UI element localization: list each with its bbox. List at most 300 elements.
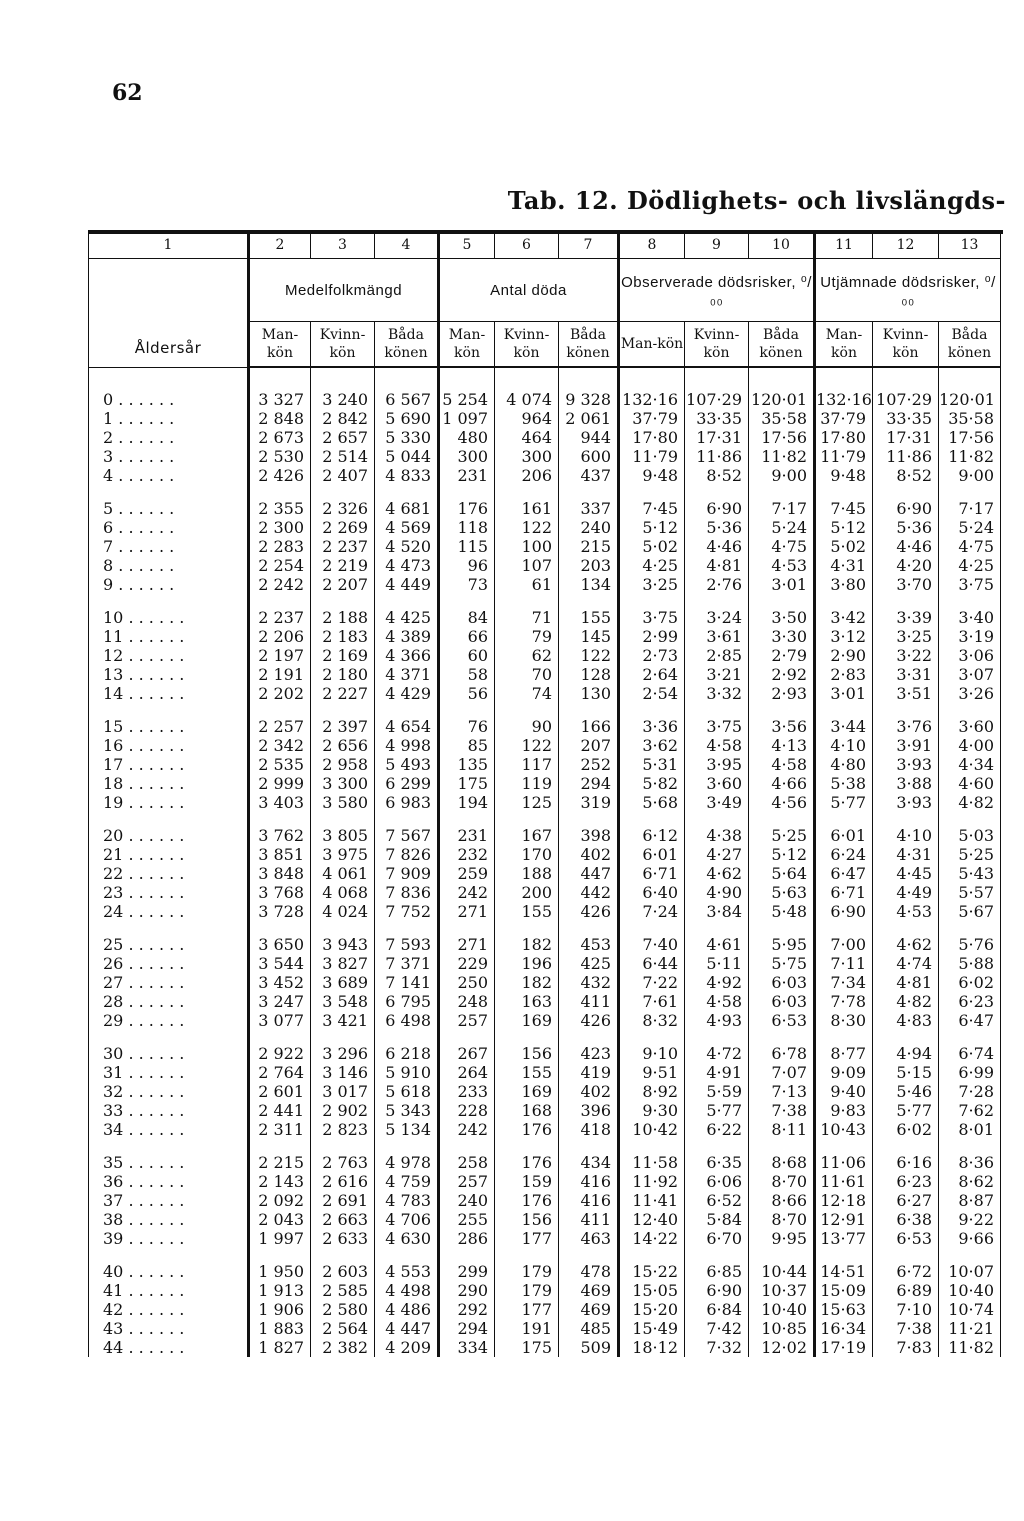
value-cell: 600 <box>559 447 619 466</box>
value-cell: 17·19 <box>815 1338 873 1357</box>
value-cell: 4·56 <box>749 793 815 812</box>
age-cell: 15 . . . . . . <box>89 717 249 736</box>
value-cell: 9 328 <box>559 390 619 409</box>
value-cell: 17·31 <box>873 428 939 447</box>
value-cell: 74 <box>495 684 559 703</box>
value-cell: 7·28 <box>939 1082 1001 1101</box>
value-cell: 156 <box>495 1044 559 1063</box>
value-cell: 232 <box>439 845 495 864</box>
value-cell: 4·45 <box>873 864 939 883</box>
value-cell: 6·71 <box>619 864 685 883</box>
value-cell: 4 389 <box>375 627 439 646</box>
value-cell: 250 <box>439 973 495 992</box>
value-cell: 215 <box>559 537 619 556</box>
table-row <box>89 845 1001 864</box>
value-cell: 437 <box>559 466 619 485</box>
value-cell: 402 <box>559 1082 619 1101</box>
value-cell: 7·78 <box>815 992 873 1011</box>
value-cell: 18·12 <box>619 1338 685 1357</box>
table-row <box>89 390 1001 409</box>
row-spacer <box>89 594 1001 608</box>
value-cell: 9·48 <box>619 466 685 485</box>
value-cell: 2 633 <box>311 1229 375 1248</box>
value-cell: 7·62 <box>939 1101 1001 1120</box>
value-cell: 3 975 <box>311 845 375 864</box>
value-cell: 5·02 <box>619 537 685 556</box>
value-cell: 3·19 <box>939 627 1001 646</box>
value-cell: 4 520 <box>375 537 439 556</box>
value-cell: 480 <box>439 428 495 447</box>
value-cell: 3·44 <box>815 717 873 736</box>
value-cell: 3·70 <box>873 575 939 594</box>
value-cell: 6·24 <box>815 845 873 864</box>
value-cell: 259 <box>439 864 495 883</box>
age-cell: 31 . . . . . . <box>89 1063 249 1082</box>
value-cell: 2 585 <box>311 1281 375 1300</box>
value-cell: 453 <box>559 935 619 954</box>
value-cell: 155 <box>495 1063 559 1082</box>
value-cell: 58 <box>439 665 495 684</box>
value-cell: 8·36 <box>939 1153 1001 1172</box>
value-cell: 5·24 <box>939 518 1001 537</box>
value-cell: 4·92 <box>685 973 749 992</box>
subheader-women: Kvinn-kön <box>311 322 375 368</box>
age-header: Åldersår <box>89 259 249 368</box>
value-cell: 2 061 <box>559 409 619 428</box>
value-cell: 4·00 <box>939 736 1001 755</box>
value-cell: 5·64 <box>749 864 815 883</box>
value-cell: 233 <box>439 1082 495 1101</box>
value-cell: 169 <box>495 1082 559 1101</box>
value-cell: 11·92 <box>619 1172 685 1191</box>
value-cell: 4 371 <box>375 665 439 684</box>
value-cell: 5·15 <box>873 1063 939 1082</box>
value-cell: 16·34 <box>815 1319 873 1338</box>
value-cell: 4 654 <box>375 717 439 736</box>
row-spacer <box>89 367 1001 390</box>
value-cell: 6·23 <box>939 992 1001 1011</box>
value-cell: 5 254 <box>439 390 495 409</box>
table-row <box>89 1262 1001 1281</box>
value-cell: 6·85 <box>685 1262 749 1281</box>
value-cell: 4 473 <box>375 556 439 575</box>
value-cell: 2 202 <box>249 684 311 703</box>
value-cell: 3·61 <box>685 627 749 646</box>
value-cell: 7 909 <box>375 864 439 883</box>
age-cell: 25 . . . . . . <box>89 935 249 954</box>
value-cell: 4 681 <box>375 499 439 518</box>
value-cell: 5·67 <box>939 902 1001 921</box>
value-cell: 3·91 <box>873 736 939 755</box>
value-cell: 7·45 <box>619 499 685 518</box>
value-cell: 4·49 <box>873 883 939 902</box>
age-cell: 42 . . . . . . <box>89 1300 249 1319</box>
value-cell: 3 848 <box>249 864 311 883</box>
value-cell: 240 <box>439 1191 495 1210</box>
column-number: 6 <box>495 232 559 259</box>
value-cell: 96 <box>439 556 495 575</box>
value-cell: 426 <box>559 902 619 921</box>
value-cell: 7·40 <box>619 935 685 954</box>
value-cell: 8·68 <box>749 1153 815 1172</box>
value-cell: 2 092 <box>249 1191 311 1210</box>
value-cell: 6·01 <box>815 826 873 845</box>
value-cell: 4·25 <box>619 556 685 575</box>
value-cell: 4 449 <box>375 575 439 594</box>
value-cell: 5·12 <box>815 518 873 537</box>
subheader-women: Kvinn-kön <box>685 322 749 368</box>
age-cell: 13 . . . . . . <box>89 665 249 684</box>
value-cell: 4·80 <box>815 755 873 774</box>
value-cell: 66 <box>439 627 495 646</box>
value-cell: 6·53 <box>749 1011 815 1030</box>
value-cell: 5 910 <box>375 1063 439 1082</box>
value-cell: 242 <box>439 883 495 902</box>
value-cell: 2 043 <box>249 1210 311 1229</box>
value-cell: 3·06 <box>939 646 1001 665</box>
value-cell: 4 486 <box>375 1300 439 1319</box>
value-cell: 2 441 <box>249 1101 311 1120</box>
value-cell: 290 <box>439 1281 495 1300</box>
value-cell: 286 <box>439 1229 495 1248</box>
value-cell: 337 <box>559 499 619 518</box>
column-number: 13 <box>939 232 1001 259</box>
value-cell: 4 429 <box>375 684 439 703</box>
value-cell: 6·01 <box>619 845 685 864</box>
value-cell: 11·79 <box>619 447 685 466</box>
value-cell: 5·76 <box>939 935 1001 954</box>
value-cell: 167 <box>495 826 559 845</box>
value-cell: 9·40 <box>815 1082 873 1101</box>
value-cell: 3 240 <box>311 390 375 409</box>
table-row <box>89 1101 1001 1120</box>
table-row <box>89 646 1001 665</box>
age-cell: 35 . . . . . . <box>89 1153 249 1172</box>
table-row <box>89 793 1001 812</box>
value-cell: 4·46 <box>873 537 939 556</box>
value-cell: 17·56 <box>749 428 815 447</box>
value-cell: 2·54 <box>619 684 685 703</box>
value-cell: 4·82 <box>939 793 1001 812</box>
value-cell: 145 <box>559 627 619 646</box>
value-cell: 5·02 <box>815 537 873 556</box>
value-cell: 200 <box>495 883 559 902</box>
value-cell: 4·60 <box>939 774 1001 793</box>
value-cell: 6·16 <box>873 1153 939 1172</box>
table-row <box>89 954 1001 973</box>
value-cell: 411 <box>559 992 619 1011</box>
value-cell: 7 593 <box>375 935 439 954</box>
value-cell: 33·35 <box>873 409 939 428</box>
value-cell: 2 237 <box>311 537 375 556</box>
value-cell: 6·90 <box>815 902 873 921</box>
value-cell: 1 827 <box>249 1338 311 1357</box>
value-cell: 175 <box>495 1338 559 1357</box>
value-cell: 9·66 <box>939 1229 1001 1248</box>
value-cell: 9·09 <box>815 1063 873 1082</box>
value-cell: 3 580 <box>311 793 375 812</box>
value-cell: 2·79 <box>749 646 815 665</box>
value-cell: 8·11 <box>749 1120 815 1139</box>
value-cell: 132·16 <box>816 390 872 409</box>
value-cell: 231 <box>439 826 495 845</box>
value-cell: 6 218 <box>375 1044 439 1063</box>
value-cell: 11·82 <box>749 447 815 466</box>
value-cell: 2·92 <box>749 665 815 684</box>
value-cell: 3·24 <box>685 608 749 627</box>
value-cell: 4·10 <box>815 736 873 755</box>
value-cell: 10·85 <box>749 1319 815 1338</box>
value-cell: 8·52 <box>873 466 939 485</box>
value-cell: 17·31 <box>685 428 749 447</box>
age-cell: 18 . . . . . . <box>89 774 249 793</box>
value-cell: 8·62 <box>939 1172 1001 1191</box>
table-row <box>89 1319 1001 1338</box>
value-cell: 442 <box>559 883 619 902</box>
value-cell: 4·94 <box>873 1044 939 1063</box>
value-cell: 2 227 <box>311 684 375 703</box>
value-cell: 2 311 <box>249 1120 311 1139</box>
value-cell: 2 269 <box>311 518 375 537</box>
value-cell: 2 601 <box>249 1082 311 1101</box>
value-cell: 14·22 <box>619 1229 685 1248</box>
row-spacer <box>89 812 1001 826</box>
value-cell: 3·51 <box>873 684 939 703</box>
value-cell: 5·48 <box>749 902 815 921</box>
age-cell: 39 . . . . . . <box>89 1229 249 1248</box>
value-cell: 2 342 <box>249 736 311 755</box>
value-cell: 17·80 <box>619 428 685 447</box>
value-cell: 5·77 <box>685 1101 749 1120</box>
value-cell: 191 <box>495 1319 559 1338</box>
column-number: 9 <box>685 232 749 259</box>
value-cell: 10·43 <box>815 1120 873 1139</box>
value-cell: 3 421 <box>311 1011 375 1030</box>
value-cell: 9·83 <box>815 1101 873 1120</box>
table-row <box>89 992 1001 1011</box>
value-cell: 300 <box>495 447 559 466</box>
value-cell: 3·31 <box>873 665 939 684</box>
table-row <box>89 466 1001 485</box>
value-cell: 7 371 <box>375 954 439 973</box>
value-cell: 4 024 <box>311 902 375 921</box>
value-cell: 11·79 <box>815 447 873 466</box>
value-cell: 248 <box>439 992 495 1011</box>
value-cell: 7·00 <box>815 935 873 954</box>
value-cell: 7·45 <box>815 499 873 518</box>
age-cell: 41 . . . . . . <box>89 1281 249 1300</box>
value-cell: 8·77 <box>815 1044 873 1063</box>
column-number: 10 <box>749 232 815 259</box>
value-cell: 6·47 <box>939 1011 1001 1030</box>
value-cell: 2 580 <box>311 1300 375 1319</box>
value-cell: 37·79 <box>619 409 685 428</box>
age-cell: 12 . . . . . . <box>89 646 249 665</box>
value-cell: 2·83 <box>815 665 873 684</box>
value-cell: 7·22 <box>619 973 685 992</box>
value-cell: 3·25 <box>619 575 685 594</box>
value-cell: 464 <box>495 428 559 447</box>
value-cell: 3·62 <box>619 736 685 755</box>
value-cell: 37·79 <box>815 409 873 428</box>
value-cell: 3 762 <box>249 826 311 845</box>
value-cell: 5·25 <box>939 845 1001 864</box>
value-cell: 2 535 <box>249 755 311 774</box>
value-cell: 6·74 <box>939 1044 1001 1063</box>
value-cell: 3·49 <box>685 793 749 812</box>
table-row <box>89 935 1001 954</box>
age-cell: 3 . . . . . . <box>89 447 249 466</box>
value-cell: 292 <box>439 1300 495 1319</box>
value-cell: 6·90 <box>873 499 939 518</box>
value-cell: 135 <box>439 755 495 774</box>
value-cell: 6·53 <box>873 1229 939 1248</box>
value-cell: 100 <box>495 537 559 556</box>
value-cell: 2 564 <box>311 1319 375 1338</box>
value-cell: 964 <box>495 409 559 428</box>
value-cell: 3 650 <box>249 935 311 954</box>
value-cell: 62 <box>495 646 559 665</box>
value-cell: 5 044 <box>375 447 439 466</box>
value-cell: 169 <box>495 1011 559 1030</box>
value-cell: 3·60 <box>685 774 749 793</box>
value-cell: 2 616 <box>311 1172 375 1191</box>
value-cell: 3 768 <box>249 883 311 902</box>
value-cell: 7·17 <box>939 499 1001 518</box>
value-cell: 423 <box>559 1044 619 1063</box>
value-cell: 5·84 <box>685 1210 749 1229</box>
age-cell: 38 . . . . . . <box>89 1210 249 1229</box>
value-cell: 9·22 <box>939 1210 1001 1229</box>
value-cell: 5·59 <box>685 1082 749 1101</box>
value-cell: 71 <box>495 608 559 627</box>
value-cell: 2·93 <box>749 684 815 703</box>
age-cell: 36 . . . . . . <box>89 1172 249 1191</box>
value-cell: 398 <box>559 826 619 845</box>
value-cell: 7 567 <box>375 826 439 845</box>
value-cell: 3·56 <box>749 717 815 736</box>
table-row <box>89 518 1001 537</box>
value-cell: 3·39 <box>873 608 939 627</box>
value-cell: 3·36 <box>619 717 685 736</box>
age-cell: 0 . . . . . . <box>89 390 249 409</box>
value-cell: 3·42 <box>815 608 873 627</box>
value-cell: 107 <box>495 556 559 575</box>
value-cell: 3·76 <box>873 717 939 736</box>
value-cell: 300 <box>439 447 495 466</box>
value-cell: 7·34 <box>815 973 873 992</box>
value-cell: 182 <box>495 973 559 992</box>
value-cell: 416 <box>559 1191 619 1210</box>
value-cell: 15·09 <box>815 1281 873 1300</box>
value-cell: 2 673 <box>249 428 311 447</box>
value-cell: 2 283 <box>249 537 311 556</box>
table-row <box>89 1120 1001 1139</box>
value-cell: 14·51 <box>815 1262 873 1281</box>
value-cell: 10·42 <box>619 1120 685 1139</box>
value-cell: 299 <box>439 1262 495 1281</box>
value-cell: 2 656 <box>311 736 375 755</box>
value-cell: 416 <box>559 1172 619 1191</box>
value-cell: 4·81 <box>873 973 939 992</box>
age-cell: 8 . . . . . . <box>89 556 249 575</box>
value-cell: 2 407 <box>311 466 375 485</box>
value-cell: 11·06 <box>815 1153 873 1172</box>
value-cell: 2 514 <box>311 447 375 466</box>
table-row <box>89 556 1001 575</box>
table-row <box>89 774 1001 793</box>
value-cell: 2 191 <box>249 665 311 684</box>
age-cell: 20 . . . . . . <box>89 826 249 845</box>
value-cell: 6·44 <box>619 954 685 973</box>
value-cell: 2·99 <box>619 627 685 646</box>
value-cell: 176 <box>495 1120 559 1139</box>
value-cell: 175 <box>439 774 495 793</box>
value-cell: 9·30 <box>619 1101 685 1120</box>
table-row <box>89 409 1001 428</box>
table-row <box>89 537 1001 556</box>
adjusted-risks-group-header: Utjämnade dödsrisker, ⁰/₀₀ <box>815 259 1001 322</box>
table-row <box>89 736 1001 755</box>
value-cell: 426 <box>559 1011 619 1030</box>
value-cell: 8·70 <box>749 1172 815 1191</box>
column-number: 1 <box>89 232 249 259</box>
value-cell: 6·03 <box>749 992 815 1011</box>
value-cell: 4 498 <box>375 1281 439 1300</box>
value-cell: 107·29 <box>685 390 749 409</box>
value-cell: 6 795 <box>375 992 439 1011</box>
value-cell: 179 <box>495 1281 559 1300</box>
value-cell: 294 <box>559 774 619 793</box>
value-cell: 242 <box>439 1120 495 1139</box>
value-cell: 5·11 <box>685 954 749 973</box>
value-cell: 12·40 <box>619 1210 685 1229</box>
value-cell: 5·43 <box>939 864 1001 883</box>
value-cell: 6·02 <box>873 1120 939 1139</box>
value-cell: 5·57 <box>939 883 1001 902</box>
table-row <box>89 864 1001 883</box>
value-cell: 2 763 <box>311 1153 375 1172</box>
value-cell: 90 <box>495 717 559 736</box>
subheader-both: Båda könen <box>559 322 619 368</box>
age-cell: 1 . . . . . . <box>89 409 249 428</box>
table-row <box>89 1011 1001 1030</box>
table-row <box>89 1300 1001 1319</box>
value-cell: 3·01 <box>815 684 873 703</box>
value-cell: 12·02 <box>749 1338 815 1357</box>
age-cell: 14 . . . . . . <box>89 684 249 703</box>
value-cell: 134 <box>559 575 619 594</box>
value-cell: 5 330 <box>375 428 439 447</box>
value-cell: 3·01 <box>749 575 815 594</box>
column-number-row <box>89 232 1001 259</box>
value-cell: 5·38 <box>815 774 873 793</box>
value-cell: 4 833 <box>375 466 439 485</box>
value-cell: 7 752 <box>375 902 439 921</box>
value-cell: 469 <box>559 1281 619 1300</box>
value-cell: 6·40 <box>619 883 685 902</box>
value-cell: 3 548 <box>311 992 375 1011</box>
age-cell: 2 . . . . . . <box>89 428 249 447</box>
value-cell: 4·58 <box>685 992 749 1011</box>
value-cell: 271 <box>439 902 495 921</box>
value-cell: 6·12 <box>619 826 685 845</box>
value-cell: 469 <box>559 1300 619 1319</box>
value-cell: 2 999 <box>249 774 311 793</box>
value-cell: 4·62 <box>685 864 749 883</box>
table-body <box>89 367 1001 1357</box>
value-cell: 120·01 <box>749 390 815 409</box>
